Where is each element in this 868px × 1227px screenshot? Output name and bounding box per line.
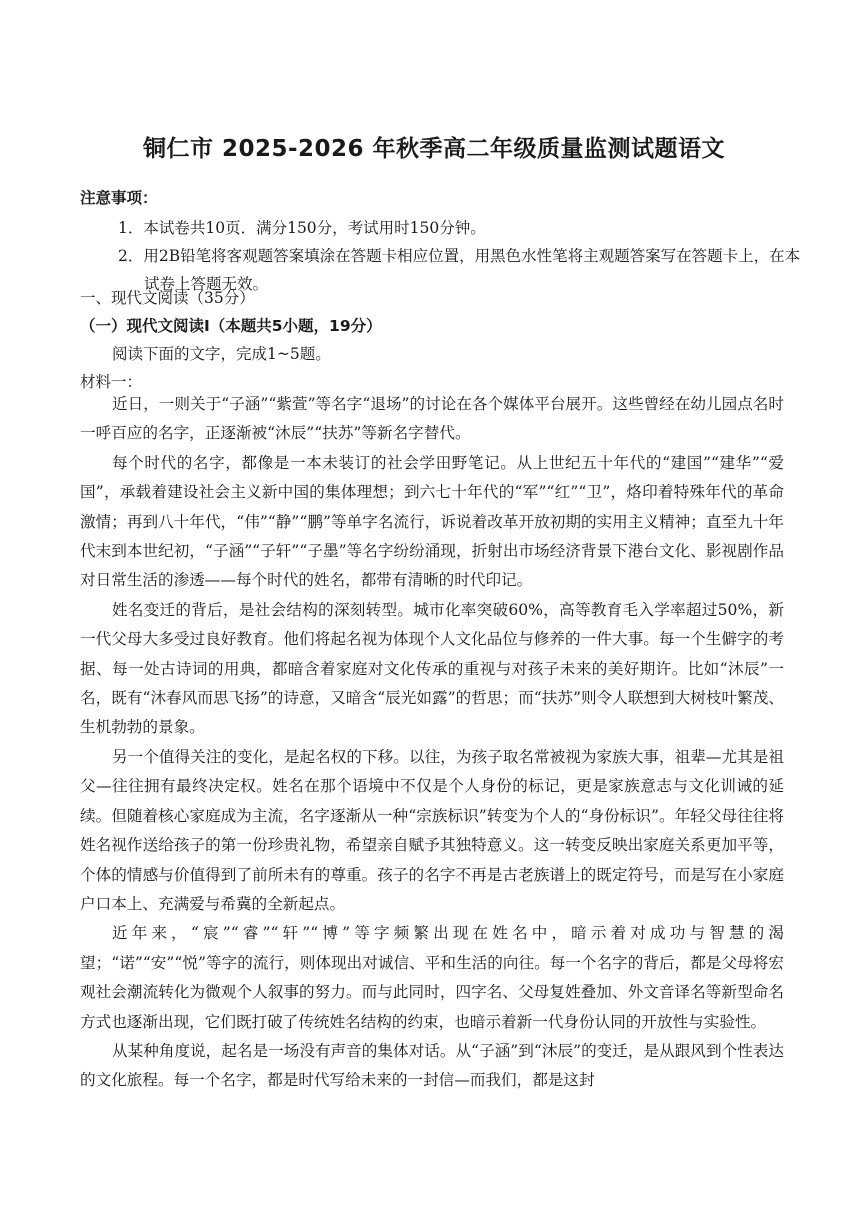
article-paragraph: 近日，一则关于“子涵”“紫萱”等名字“退场”的讨论在各个媒体平台展开。这些曾经在幼儿园点名时一呼百应的名字，正逐渐被“沐辰”“扶苏”等新名字替代。 (80, 395, 784, 443)
subsection-heading: （一）现代文阅读Ⅰ（本题共5小题，19分） (80, 317, 382, 335)
reading-instruction: 阅读下面的文字，完成1~5题。 (112, 345, 331, 363)
article-paragraph: 近年来，“宸”“睿”“轩”“博”等字频繁出现在姓名中，暗示着对成功与智慧的渴望；“诺”“安”“悦”等字的流行，则体现出对诚信、平和生活的向往。每一个名字的背后，都是父母将宏观社会潮流转化为微观个人叙事的努力。而与此同时，四字名、父母复姓叠加、外文音译名等新型命名方式也逐渐出现，它们既打破了传统姓名结构的约束，也暗示着新一代身份认同的开放性与实验性。 (80, 924, 784, 1031)
material-label: 材料一： (80, 373, 143, 391)
section-heading: 一、现代文阅读（35分） (80, 289, 255, 307)
article-body (80, 390, 784, 1096)
note-item-2: 2．用2B铅笔将客观题答案填涂在答题卡相应位置，用黑色水性笔将主观题答案写在答题卡上，在本试卷上答题无效。 (118, 247, 801, 294)
page-title: 铜仁市 2025-2026 年秋季高二年级质量监测试题语文 (142, 136, 726, 162)
article-paragraph: 从某种角度说，起名是一场没有声音的集体对话。从“子涵”到“沐辰”的变迁，是从跟风到个性表达的文化旅程。每一个名字，都是时代写给未来的一封信—而我们，都是这封 (80, 1041, 784, 1090)
article-paragraph: 姓名变迁的背后，是社会结构的深刻转型。城市化率突破60%，高等教育毛入学率超过50%，新一代父母大多受过良好教育。他们将起名视为体现个人文化品位与修养的一件大事。每一个生僻字的考据、每一处古诗词的用典，都暗含着家庭对文化传承的重视与对孩子未来的美好期许。比如“沐辰”一名，既有“沐春风而思飞扬”的诗意，又暗含“辰光如露”的哲思；而“扶苏”则令人联想到大树枝叶繁茂、生机勃勃的景象。 (80, 600, 784, 737)
note-item-1: 1．本试卷共10页．满分150分，考试用时150分钟。 (118, 219, 486, 237)
notes-heading: 注意事项： (80, 189, 158, 207)
article-paragraph: 另一个值得关注的变化，是起名权的下移。以往，为孩子取名常被视为家族大事，祖辈—尤其是祖父—往往拥有最终决定权。姓名在那个语境中不仅是个人身份的标记，更是家族意志与文化训诫的延续。但随着核心家庭成为主流，名字逐渐从一种“宗族标识”转变为个人的“身份标识”。年轻父母往往将姓名视作送给孩子的第一份珍贵礼物，希望亲自赋予其独特意义。这一转变反映出家庭关系更加平等，个体的情感与价值得到了前所未有的尊重。孩子的名字不再是古老族谱上的既定符号，而是写在小家庭户口本上、充满爱与希冀的全新起点。 (80, 747, 784, 913)
article-paragraph: 每个时代的名字，都像是一本未装订的社会学田野笔记。从上世纪五十年代的“建国”“建华”“爱国”，承载着建设社会主义新中国的集体理想；到六七十年代的“军”“红”“卫”，烙印着特殊年代的革命激情；再到八十年代，“伟”“静”“鹏”等单字名流行，诉说着改革开放初期的实用主义精神；直至九十年代末到本世纪初，“子涵”“子轩”“子墨”等名字纷纷涌现，折射出市场经济背景下港台文化、影视剧作品对日常生活的渗透——每个时代的姓名，都带有清晰的时代印记。 (80, 453, 784, 590)
